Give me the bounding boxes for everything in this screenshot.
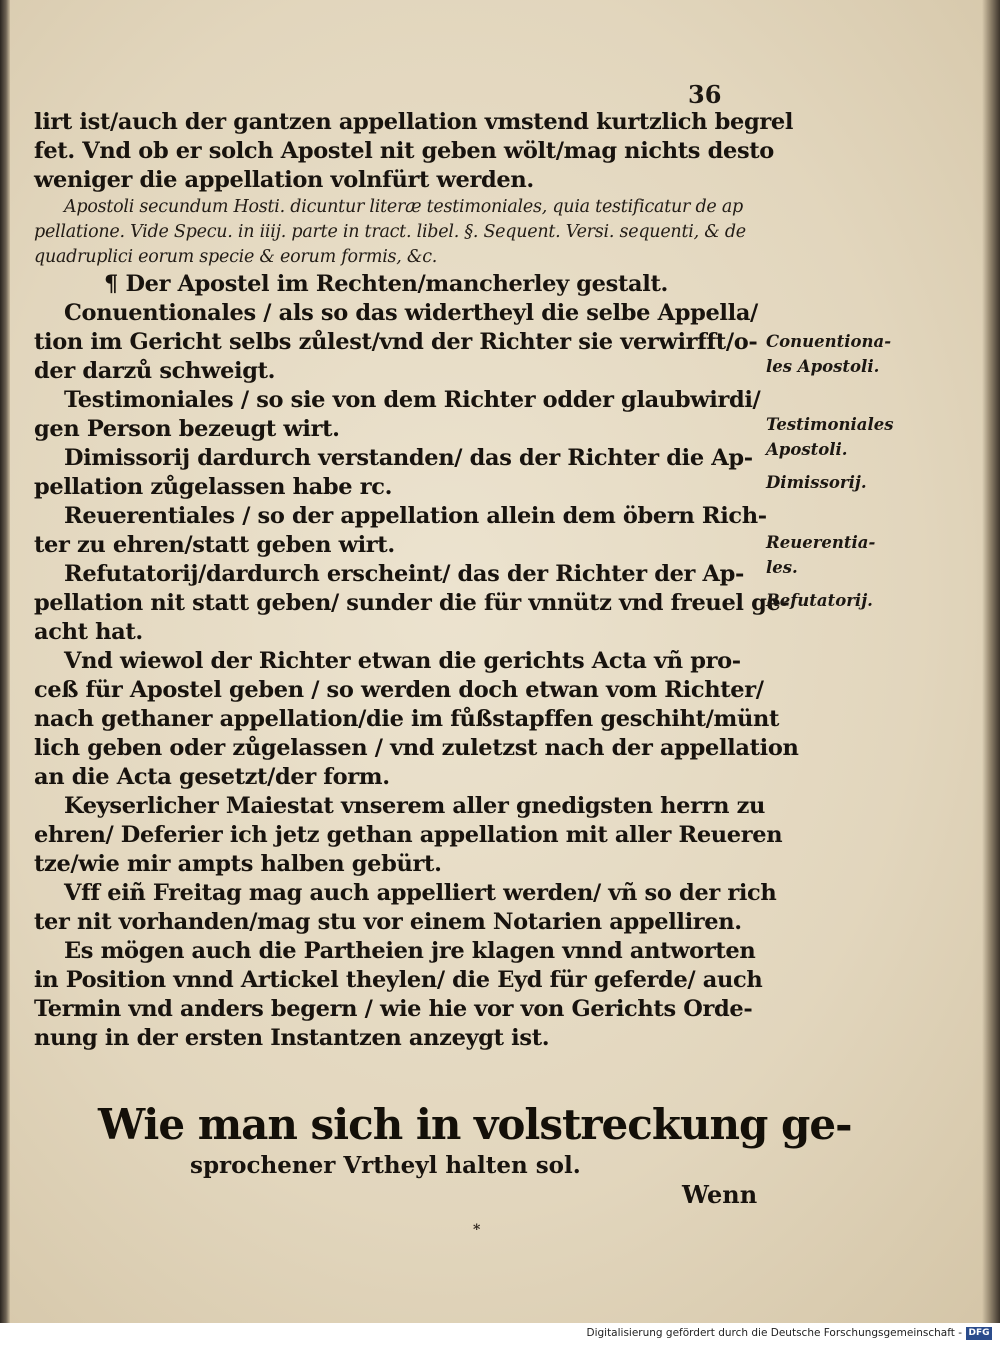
dfg-logo-icon: DFG [966,1327,992,1340]
paragraph-line: Testimoniales / so sie von dem Richter odder glaubwirdi/ [64,387,761,413]
chapter-subheading: sprochener Vrtheyl halten sol. [190,1152,581,1179]
paragraph-line: tion im Gericht selbs zůlest/vnd der Richter sie verwirfft/o- [34,329,758,355]
paragraph-line: Keyserlicher Maiestat vnserem aller gnedigsten herrn zu [64,793,766,819]
paragraph-line: an die Acta gesetzt/der form. [34,764,390,790]
page-outer-edge [982,0,1000,1323]
paragraph-line: nung in der ersten Instantzen anzeygt ist. [34,1025,550,1051]
latin-gloss-line: Apostoli secundum Hosti. dicuntur literæ testimoniales, quia testificatur de ap [64,197,743,217]
paragraph-line: Vnd wiewol der Richter etwan die gerichts Acta vñ pro- [64,648,741,674]
chapter-heading: Wie man sich in volstreckung ge- [98,1100,852,1149]
folio-number: 36 [688,80,722,109]
paragraph-line: pellation zůgelassen habe rc. [34,474,393,500]
margin-note-reverentiales: Reuerentia- les. [766,533,876,577]
paragraph-line: Refutatorij/dardurch erscheint/ das der Richter der Ap- [64,561,745,587]
paragraph-line: Reuerentiales / so der appellation allein dem öbern Rich- [64,503,767,529]
digitization-footer [0,1323,1000,1345]
margin-note-dimissorij: Dimissorij. [766,473,867,492]
page-binding-edge [0,0,10,1323]
paragraph-line: Es mögen auch die Partheien jre klagen vnnd antworten [64,938,756,964]
margin-note-refutatorij: Refutatorij. [766,591,873,610]
latin-gloss-line: quadruplici eorum specie & eorum formis, &c. [34,247,438,267]
paragraph-line: ter nit vorhanden/mag stu vor einem Notarien appelliren. [34,909,742,935]
latin-gloss-line: pellatione. Vide Specu. in iiij. parte in tract. libel. §. Sequent. Versi. sequenti, & de [34,222,746,242]
body-line: lirt ist/auch der gantzen appellation vmstend kurtzlich begrel [34,109,794,135]
signature-mark: * [473,1222,481,1238]
paragraph-line: gen Person bezeugt wirt. [34,416,340,442]
footer-credit-text: Digitalisierung gefördert durch die Deutsche Forschungsgemeinschaft - [586,1327,962,1339]
body-line: fet. Vnd ob er solch Apostel nit geben wölt/mag nichts desto [34,138,774,164]
margin-note-testimoniales: Testimoniales Apostoli. [766,415,894,459]
paragraph-line: Dimissorij dardurch verstanden/ das der Richter die Ap- [64,445,753,471]
paragraph-line: lich geben oder zůgelassen / vnd zuletzst nach der appellation [34,735,799,761]
paragraph-line: acht hat. [34,619,143,645]
catchword: Wenn [682,1180,758,1209]
paragraph-line: ceß für Apostel geben / so werden doch etwan vom Richter/ [34,677,764,703]
paragraph-line: ehren/ Deferier ich jetz gethan appellation mit aller Reueren [34,822,783,848]
paragraph-line: der darzů schweigt. [34,358,276,384]
paragraph-line: nach gethaner appellation/die im fůßstapffen geschiht/münt [34,706,780,732]
paragraph-line: pellation nit statt geben/ sunder die für vnnütz vnd freuel ge- [34,590,790,616]
paragraph-line: in Position vnnd Artickel theylen/ die Eyd für geferde/ auch [34,967,763,993]
body-line: weniger die appellation volnfürt werden. [34,167,534,193]
text-block [34,108,799,1053]
section-heading: ¶ Der Apostel im Rechten/mancherley gestalt. [104,271,668,297]
paragraph-line: tze/wie mir ampts halben gebürt. [34,851,442,877]
paragraph-line: ter zu ehren/statt geben wirt. [34,532,395,558]
paragraph-line: Vff eiñ Freitag mag auch appelliert werden/ vñ so der rich [64,880,777,906]
margin-note-conventionales: Conuentiona- les Apostoli. [766,332,892,376]
paragraph-line: Termin vnd anders begern / wie hie vor von Gerichts Orde- [34,996,753,1022]
paragraph-line: Conuentionales / als so das widertheyl die selbe Appella/ [64,300,758,326]
